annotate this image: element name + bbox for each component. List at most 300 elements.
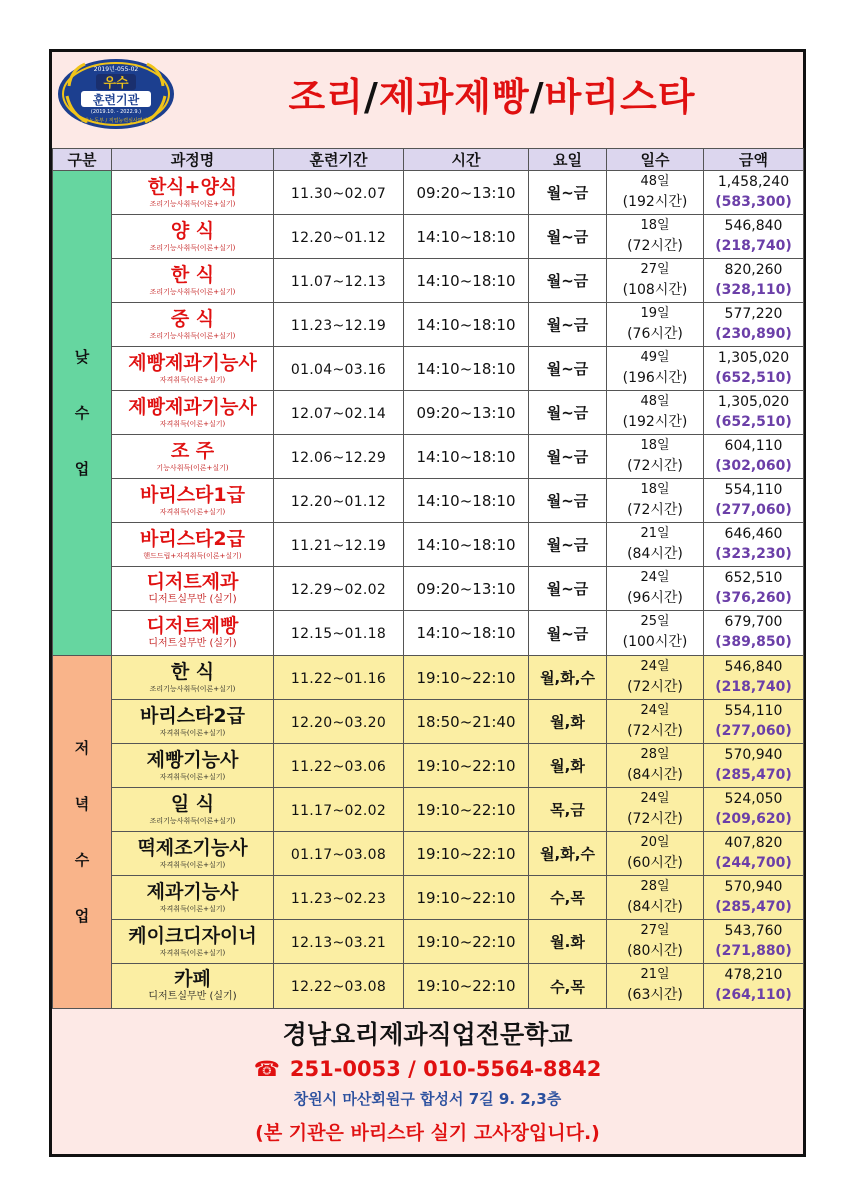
time-cell bbox=[404, 876, 529, 920]
hour-count: (60시간) bbox=[627, 854, 683, 871]
tuition-fee: 570,940 bbox=[724, 746, 783, 763]
time-cell bbox=[404, 171, 529, 215]
course-cell bbox=[112, 611, 274, 656]
course-qualification: 조리기능사취득(이론+실기) bbox=[149, 199, 236, 208]
class-days-of-week: 목,금 bbox=[550, 801, 585, 819]
course-name: 떡제조기능사 bbox=[137, 836, 248, 859]
days-cell bbox=[607, 435, 704, 479]
course-name: 제빵기능사 bbox=[146, 748, 239, 771]
subsidized-fee: (277,060) bbox=[715, 501, 792, 518]
table-row bbox=[53, 259, 804, 303]
course-qualification: 자격취득(이론+실기) bbox=[159, 419, 226, 428]
course-name: 바리스타1급 bbox=[140, 483, 245, 506]
course-qualification: 조리기능사취득(이론+실기) bbox=[149, 816, 236, 825]
fee-cell bbox=[704, 435, 804, 479]
course-cell bbox=[112, 876, 274, 920]
hour-count: (72시간) bbox=[627, 457, 683, 474]
fee-cell bbox=[704, 303, 804, 347]
fee-cell bbox=[704, 611, 804, 656]
tuition-fee: 543,760 bbox=[724, 922, 783, 939]
dow-cell bbox=[529, 303, 607, 347]
table-row bbox=[53, 700, 804, 744]
class-time: 19:10~22:10 bbox=[416, 756, 516, 775]
class-time: 14:10~18:10 bbox=[416, 315, 516, 334]
course-name: 디저트제과 bbox=[146, 570, 239, 593]
days-cell bbox=[607, 215, 704, 259]
subsidized-fee: (209,620) bbox=[715, 810, 792, 827]
course-cell bbox=[112, 303, 274, 347]
hour-count: (72시간) bbox=[627, 501, 683, 518]
training-period: 11.23~02.23 bbox=[290, 890, 387, 907]
fee-cell bbox=[704, 744, 804, 788]
fee-cell bbox=[704, 259, 804, 303]
day-count: 48일 bbox=[640, 393, 670, 409]
course-name: 일 식 bbox=[170, 792, 215, 815]
time-cell bbox=[404, 700, 529, 744]
course-cell bbox=[112, 832, 274, 876]
category-evening: 저 녁 수 업 bbox=[53, 656, 112, 1009]
class-time: 14:10~18:10 bbox=[416, 447, 516, 466]
course-name: 케이크디자이너 bbox=[128, 924, 257, 947]
table-row bbox=[53, 523, 804, 567]
hour-count: (80시간) bbox=[627, 942, 683, 959]
dow-cell bbox=[529, 611, 607, 656]
title-part-barista: 바리스타 bbox=[544, 75, 696, 119]
day-count: 28일 bbox=[640, 878, 670, 894]
course-cell bbox=[112, 964, 274, 1009]
tuition-fee: 546,840 bbox=[724, 658, 783, 675]
training-period: 01.04~03.16 bbox=[290, 361, 387, 378]
days-cell bbox=[607, 964, 704, 1009]
days-cell bbox=[607, 744, 704, 788]
time-cell bbox=[404, 391, 529, 435]
course-name: 제과기능사 bbox=[146, 880, 239, 903]
time-cell bbox=[404, 964, 529, 1009]
tuition-fee: 1,305,020 bbox=[717, 349, 790, 366]
day-count: 48일 bbox=[640, 173, 670, 189]
dow-cell bbox=[529, 876, 607, 920]
tuition-fee: 577,220 bbox=[724, 305, 783, 322]
class-days-of-week: 월~금 bbox=[546, 360, 589, 378]
time-cell bbox=[404, 347, 529, 391]
days-cell bbox=[607, 567, 704, 611]
period-cell bbox=[274, 391, 404, 435]
table-row bbox=[53, 788, 804, 832]
training-period: 11.17~02.02 bbox=[290, 802, 387, 819]
day-count: 18일 bbox=[640, 481, 670, 497]
class-time: 14:10~18:10 bbox=[416, 271, 516, 290]
fee-cell bbox=[704, 700, 804, 744]
time-cell bbox=[404, 523, 529, 567]
hour-count: (196시간) bbox=[622, 369, 688, 386]
fee-cell bbox=[704, 788, 804, 832]
course-cell bbox=[112, 744, 274, 788]
header-period: 훈련기간 bbox=[274, 149, 404, 171]
day-count: 19일 bbox=[640, 305, 670, 321]
table-row bbox=[53, 920, 804, 964]
course-schedule-table bbox=[52, 148, 804, 1009]
subsidized-fee: (244,700) bbox=[715, 854, 792, 871]
hour-count: (100시간) bbox=[622, 634, 688, 650]
course-qualification: 디저트실무반 (실기) bbox=[148, 991, 237, 1002]
course-qualification: 조리기능사취득(이론+실기) bbox=[149, 243, 236, 252]
day-count: 27일 bbox=[640, 922, 670, 938]
table-row bbox=[53, 215, 804, 259]
dow-cell bbox=[529, 656, 607, 700]
table-row bbox=[53, 347, 804, 391]
period-cell bbox=[274, 171, 404, 215]
course-name: 한 식 bbox=[170, 660, 215, 683]
fee-cell bbox=[704, 347, 804, 391]
subsidized-fee: (652,510) bbox=[715, 413, 792, 430]
hour-count: (84시간) bbox=[627, 545, 683, 562]
hour-count: (72시간) bbox=[627, 722, 683, 739]
training-period: 12.06~12.29 bbox=[290, 449, 387, 466]
table-body bbox=[53, 171, 804, 1009]
day-count: 18일 bbox=[640, 437, 670, 453]
fee-cell bbox=[704, 920, 804, 964]
course-qualification: 자격취득(이론+실기) bbox=[159, 728, 226, 737]
title-slash: / bbox=[363, 75, 379, 119]
dow-cell bbox=[529, 259, 607, 303]
subsidized-fee: (652,510) bbox=[715, 369, 792, 386]
course-cell bbox=[112, 215, 274, 259]
course-cell bbox=[112, 700, 274, 744]
period-cell bbox=[274, 788, 404, 832]
time-cell bbox=[404, 479, 529, 523]
period-cell bbox=[274, 656, 404, 700]
class-time: 09:20~13:10 bbox=[416, 403, 516, 422]
badge-sub-text: (2019.10. - 2022.9.) bbox=[90, 109, 142, 115]
table-row bbox=[53, 479, 804, 523]
training-period: 11.07~12.13 bbox=[290, 273, 387, 290]
days-cell bbox=[607, 788, 704, 832]
day-count: 18일 bbox=[640, 217, 670, 233]
fee-cell bbox=[704, 523, 804, 567]
course-qualification: 기능사취득(이론+실기) bbox=[156, 463, 229, 472]
tuition-fee: 570,940 bbox=[724, 878, 783, 895]
course-qualification: 자격취득(이론+실기) bbox=[159, 507, 226, 516]
course-name: 제빵제과기능사 bbox=[128, 351, 257, 374]
title-part-bakery: 제과제빵 bbox=[378, 75, 530, 119]
table-row bbox=[53, 567, 804, 611]
training-period: 11.22~01.16 bbox=[290, 670, 387, 687]
header-fee: 금액 bbox=[704, 149, 804, 171]
training-period: 12.20~01.12 bbox=[290, 229, 387, 246]
course-cell bbox=[112, 435, 274, 479]
subsidized-fee: (323,230) bbox=[715, 545, 792, 562]
training-period: 11.22~03.06 bbox=[290, 758, 387, 775]
days-cell bbox=[607, 171, 704, 215]
badge-top-text: 2019년-055-02 bbox=[93, 66, 139, 73]
school-name: 경남요리제과직업전문학교 bbox=[282, 1020, 573, 1049]
fee-cell bbox=[704, 964, 804, 1009]
fee-cell bbox=[704, 171, 804, 215]
time-cell bbox=[404, 303, 529, 347]
header-dow: 요일 bbox=[529, 149, 607, 171]
table-row bbox=[53, 171, 804, 215]
hour-count: (192시간) bbox=[622, 193, 688, 210]
tuition-fee: 820,260 bbox=[724, 261, 783, 278]
table-row bbox=[53, 964, 804, 1009]
hour-count: (72시간) bbox=[627, 810, 683, 827]
course-cell bbox=[112, 656, 274, 700]
class-days-of-week: 월~금 bbox=[546, 448, 589, 466]
fee-cell bbox=[704, 391, 804, 435]
time-cell bbox=[404, 920, 529, 964]
course-name: 바리스타2급 bbox=[140, 527, 245, 550]
days-cell bbox=[607, 656, 704, 700]
course-name: 제빵제과기능사 bbox=[128, 395, 257, 418]
days-cell bbox=[607, 876, 704, 920]
dow-cell bbox=[529, 744, 607, 788]
day-count: 49일 bbox=[640, 349, 670, 365]
day-count: 21일 bbox=[640, 967, 670, 982]
course-cell bbox=[112, 567, 274, 611]
tuition-fee: 478,210 bbox=[724, 967, 783, 983]
course-cell bbox=[112, 347, 274, 391]
period-cell bbox=[274, 832, 404, 876]
hour-count: (72시간) bbox=[627, 678, 683, 695]
training-period: 01.17~03.08 bbox=[290, 846, 387, 863]
exam-site-notice: (본 기관은 바리스타 실기 고사장입니다.) bbox=[255, 1122, 600, 1144]
class-days-of-week: 월~금 bbox=[546, 184, 589, 202]
course-cell bbox=[112, 523, 274, 567]
badge-main-1: 우수 bbox=[103, 76, 129, 91]
class-time: 14:10~18:10 bbox=[416, 624, 516, 642]
dow-cell bbox=[529, 700, 607, 744]
training-period: 12.07~02.14 bbox=[290, 405, 387, 422]
course-qualification: 자격취득(이론+실기) bbox=[159, 904, 226, 913]
fee-cell bbox=[704, 876, 804, 920]
period-cell bbox=[274, 700, 404, 744]
header-time: 시간 bbox=[404, 149, 529, 171]
title-part-cooking: 조리 bbox=[288, 75, 364, 119]
tuition-fee: 546,840 bbox=[724, 217, 783, 234]
day-count: 28일 bbox=[640, 746, 670, 762]
day-count: 27일 bbox=[640, 261, 670, 277]
days-cell bbox=[607, 303, 704, 347]
tuition-fee: 524,050 bbox=[724, 790, 783, 807]
period-cell bbox=[274, 303, 404, 347]
table-row bbox=[53, 876, 804, 920]
hour-count: (192시간) bbox=[622, 413, 688, 430]
hour-count: (72시간) bbox=[627, 237, 683, 254]
class-days-of-week: 월~금 bbox=[546, 316, 589, 334]
course-qualification: 조리기능사취득(이론+실기) bbox=[149, 331, 236, 340]
class-days-of-week: 월~금 bbox=[546, 492, 589, 510]
fee-cell bbox=[704, 215, 804, 259]
subsidized-fee: (230,890) bbox=[715, 325, 792, 342]
period-cell bbox=[274, 479, 404, 523]
course-cell bbox=[112, 259, 274, 303]
hour-count: (84시간) bbox=[627, 766, 683, 783]
subsidized-fee: (376,260) bbox=[715, 589, 792, 606]
header-course: 과정명 bbox=[112, 149, 274, 171]
class-days-of-week: 월~금 bbox=[546, 228, 589, 246]
course-qualification: 핸드드립+자격취득(이론+실기) bbox=[143, 551, 242, 560]
dow-cell bbox=[529, 391, 607, 435]
training-period: 12.29~02.02 bbox=[290, 581, 387, 598]
training-period: 11.21~12.19 bbox=[290, 537, 387, 554]
tuition-fee: 679,700 bbox=[724, 614, 783, 630]
tuition-fee: 1,458,240 bbox=[717, 173, 790, 190]
flyer-footer bbox=[52, 1012, 803, 1154]
class-days-of-week: 월,화,수 bbox=[540, 845, 595, 863]
class-time: 14:10~18:10 bbox=[416, 359, 516, 378]
dow-cell bbox=[529, 435, 607, 479]
class-time: 18:50~21:40 bbox=[416, 712, 516, 731]
hour-count: (108시간) bbox=[622, 281, 688, 298]
days-cell bbox=[607, 391, 704, 435]
course-name: 조 주 bbox=[170, 439, 215, 462]
training-period: 12.20~01.12 bbox=[290, 493, 387, 510]
day-count: 25일 bbox=[640, 614, 670, 629]
course-qualification: 자격취득(이론+실기) bbox=[159, 948, 226, 957]
flyer-title bbox=[182, 66, 802, 121]
days-cell bbox=[607, 523, 704, 567]
period-cell bbox=[274, 964, 404, 1009]
day-count: 24일 bbox=[640, 569, 670, 585]
training-period: 12.13~03.21 bbox=[290, 934, 387, 951]
period-cell bbox=[274, 567, 404, 611]
day-count: 24일 bbox=[640, 658, 670, 674]
flyer-header bbox=[52, 52, 803, 148]
fee-cell bbox=[704, 567, 804, 611]
tuition-fee: 646,460 bbox=[724, 525, 783, 542]
badge-ribbon-text: 고용노동부 / 직업능력심사평가원 bbox=[79, 118, 153, 124]
subsidized-fee: (271,880) bbox=[715, 942, 792, 959]
subsidized-fee: (389,850) bbox=[715, 634, 792, 650]
time-cell bbox=[404, 215, 529, 259]
class-days-of-week: 월~금 bbox=[546, 536, 589, 554]
fee-cell bbox=[704, 479, 804, 523]
hour-count: (96시간) bbox=[627, 589, 683, 606]
day-count: 20일 bbox=[640, 834, 670, 850]
days-cell bbox=[607, 479, 704, 523]
table-row bbox=[53, 744, 804, 788]
class-days-of-week: 월,화,수 bbox=[540, 669, 595, 687]
dow-cell bbox=[529, 347, 607, 391]
days-cell bbox=[607, 920, 704, 964]
class-time: 19:10~22:10 bbox=[416, 844, 516, 863]
period-cell bbox=[274, 744, 404, 788]
dow-cell bbox=[529, 964, 607, 1009]
period-cell bbox=[274, 215, 404, 259]
time-cell bbox=[404, 656, 529, 700]
class-days-of-week: 수,목 bbox=[550, 977, 585, 996]
days-cell bbox=[607, 700, 704, 744]
course-name: 양 식 bbox=[170, 219, 215, 242]
title-slash: / bbox=[529, 75, 545, 119]
tuition-fee: 652,510 bbox=[724, 569, 783, 586]
course-name: 카페 bbox=[174, 968, 211, 990]
tuition-fee: 554,110 bbox=[724, 702, 783, 719]
fee-cell bbox=[704, 832, 804, 876]
class-time: 09:20~13:10 bbox=[416, 579, 516, 598]
tuition-fee: 1,305,020 bbox=[717, 393, 790, 410]
excellent-training-badge bbox=[55, 56, 177, 132]
course-name: 중 식 bbox=[170, 307, 215, 330]
course-name: 디저트제빵 bbox=[146, 615, 239, 637]
course-cell bbox=[112, 479, 274, 523]
subsidized-fee: (328,110) bbox=[715, 281, 792, 298]
period-cell bbox=[274, 347, 404, 391]
subsidized-fee: (583,300) bbox=[715, 193, 792, 210]
tuition-fee: 554,110 bbox=[724, 481, 783, 498]
dow-cell bbox=[529, 215, 607, 259]
time-cell bbox=[404, 259, 529, 303]
course-name: 바리스타2급 bbox=[140, 704, 245, 727]
subsidized-fee: (218,740) bbox=[715, 678, 792, 695]
telephone-icon: ☎ bbox=[253, 1057, 280, 1081]
subsidized-fee: (218,740) bbox=[715, 237, 792, 254]
day-count: 24일 bbox=[640, 790, 670, 806]
dow-cell bbox=[529, 523, 607, 567]
course-cell bbox=[112, 391, 274, 435]
dow-cell bbox=[529, 567, 607, 611]
day-count: 21일 bbox=[640, 525, 670, 541]
hour-count: (76시간) bbox=[627, 325, 683, 342]
table-row bbox=[53, 656, 804, 700]
dow-cell bbox=[529, 788, 607, 832]
course-qualification: 자격취득(이론+실기) bbox=[159, 860, 226, 869]
class-days-of-week: 월~금 bbox=[546, 404, 589, 422]
badge-main-2: 훈련기관 bbox=[92, 93, 140, 107]
header-category: 구분 bbox=[53, 149, 112, 171]
table-row bbox=[53, 611, 804, 656]
fee-cell bbox=[704, 656, 804, 700]
school-address: 창원시 마산회원구 합성서 7길 9. 2,3층 bbox=[293, 1090, 562, 1108]
time-cell bbox=[404, 435, 529, 479]
class-days-of-week: 월,화 bbox=[550, 713, 585, 731]
subsidized-fee: (285,470) bbox=[715, 898, 792, 915]
course-qualification: 조리기능사취득(이론+실기) bbox=[149, 287, 236, 296]
period-cell bbox=[274, 920, 404, 964]
course-name: 한 식 bbox=[170, 263, 215, 286]
course-cell bbox=[112, 920, 274, 964]
time-cell bbox=[404, 611, 529, 656]
class-days-of-week: 월~금 bbox=[546, 580, 589, 598]
hour-count: (84시간) bbox=[627, 898, 683, 915]
tuition-fee: 604,110 bbox=[724, 437, 783, 454]
days-cell bbox=[607, 611, 704, 656]
days-cell bbox=[607, 259, 704, 303]
class-days-of-week: 수,목 bbox=[550, 889, 585, 907]
dow-cell bbox=[529, 479, 607, 523]
category-daytime: 낮 수 업 bbox=[53, 171, 112, 656]
header-days: 일수 bbox=[607, 149, 704, 171]
hour-count: (63시간) bbox=[627, 987, 683, 1003]
time-cell bbox=[404, 567, 529, 611]
subsidized-fee: (302,060) bbox=[715, 457, 792, 474]
class-days-of-week: 월.화 bbox=[550, 933, 585, 951]
table-row bbox=[53, 303, 804, 347]
class-days-of-week: 월~금 bbox=[546, 624, 589, 643]
subsidized-fee: (264,110) bbox=[715, 987, 792, 1003]
training-period: 12.22~03.08 bbox=[290, 979, 387, 995]
class-time: 19:10~22:10 bbox=[416, 888, 516, 907]
course-qualification: 자격취득(이론+실기) bbox=[159, 772, 226, 781]
table-header-row bbox=[53, 149, 804, 171]
class-time: 14:10~18:10 bbox=[416, 535, 516, 554]
class-time: 14:10~18:10 bbox=[416, 491, 516, 510]
course-name: 한식+양식 bbox=[147, 175, 238, 198]
training-period: 12.20~03.20 bbox=[290, 714, 387, 731]
days-cell bbox=[607, 347, 704, 391]
time-cell bbox=[404, 832, 529, 876]
class-time: 14:10~18:10 bbox=[416, 227, 516, 246]
